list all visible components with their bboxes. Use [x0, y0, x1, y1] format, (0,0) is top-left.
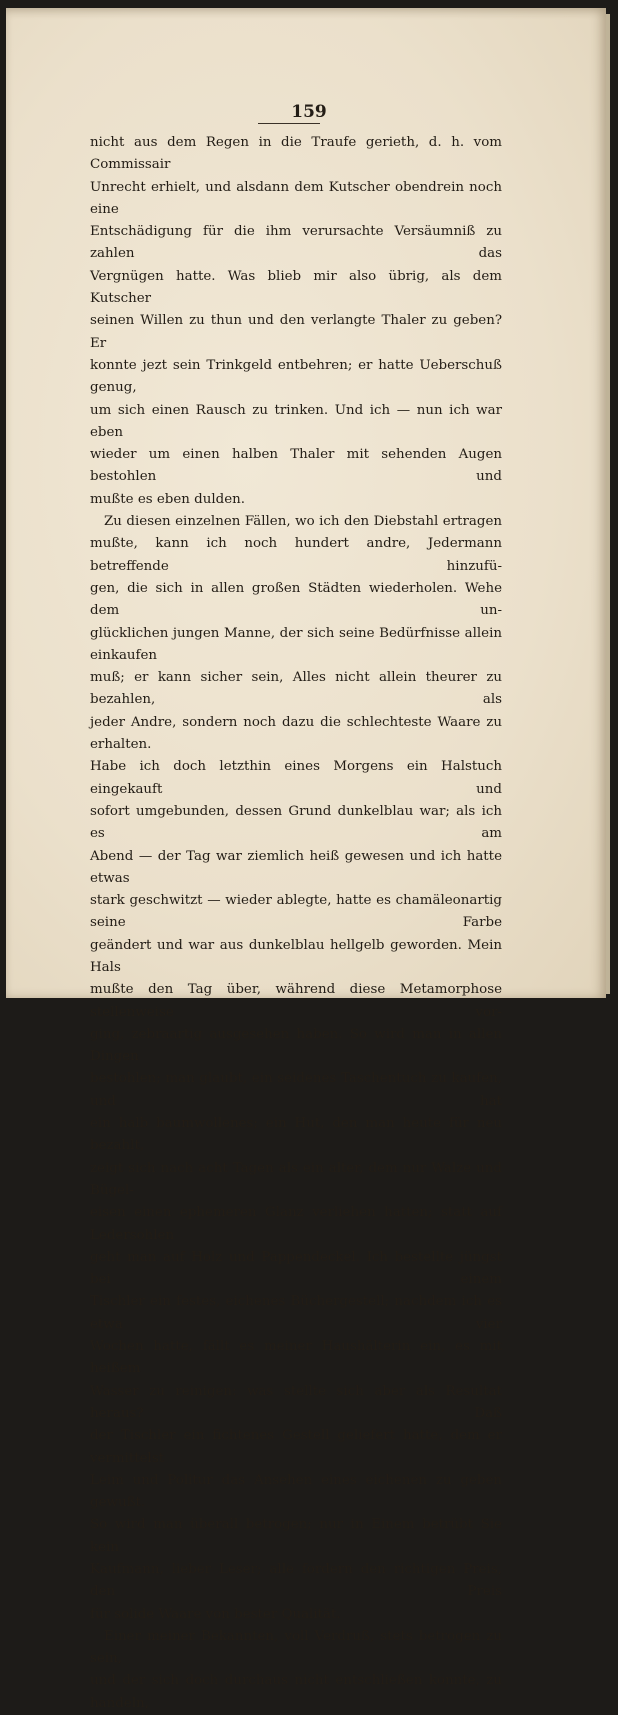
text-line: geht man auf Holz und Pappendeckel. Ich bestellte jüngst bei einem — [90, 1249, 502, 1288]
text-line: und der sich doch durchaus nicht entschließen konnte, zu handeln, — [90, 1673, 502, 1711]
page-number-rule — [258, 123, 320, 124]
body-text — [90, 132, 502, 1715]
text-line: mußte es eben dulden. — [90, 491, 246, 507]
text-line: Einer meiner Bekannten, voll Verdruß, stets betrogen zu sein, — [90, 1628, 502, 1667]
text-line: Kaufmann, lieber Leser; alle fordern den richtigen Preis, den Preis — [90, 1562, 502, 1600]
text-line: Entschädigung für die ihm verursachte Versäumniß zu zahlen das — [90, 224, 502, 262]
text-line: ein halb baumwollenes; ein Hut, den man heute für neu bezahlt, — [90, 1116, 502, 1154]
text-line: glücklichen jungen Manne, der sich seine Bedürfnisse allein einkaufen — [90, 625, 502, 663]
text-line: nicht aus dem Regen in die Traufe gerieth, d. h. vom Commissair — [90, 135, 502, 173]
text-line: der Tischler ein fichtenes Gestell geliefert hatte, dem er vermittelst — [90, 1428, 502, 1466]
text-line: wieder um einen halben Thaler mit sehenden Augen bestohlen und — [90, 447, 502, 485]
text-line: muß; er kann sicher sein, Alles nicht allein theurer zu bezahlen, als — [90, 670, 502, 708]
text-line: Unrecht erhielt, und alsdann dem Kutscher obendrein noch eine — [90, 179, 502, 217]
text-line: seinen Willen zu thun und den verlangte Thaler zu geben? Er — [90, 313, 502, 351]
text-line: Zu diesen einzelnen Fällen, wo ich den Diebstahl ertragen — [104, 514, 502, 530]
paragraph — [90, 1626, 502, 1715]
paragraph — [90, 511, 502, 1626]
text-line: mußte den Tag über, während diese Metamorphose stellenweise vor- — [90, 982, 502, 1020]
text-line: bestohlen; man glaubt, ein seidenes Taschentuch zu kaufen, und hat — [90, 1071, 502, 1109]
text-line: gen, die sich in allen großen Städten wiederholen. Wehe dem un- — [90, 580, 502, 619]
text-line: um sich einen Rausch zu trinken. Und ich — nun ich war eben — [90, 402, 502, 440]
text-line: geändert und war aus dunkelblau hellgelb geworden. Mein Hals — [90, 937, 502, 975]
text-line: ging, zebraartig ausgesehen haben. So wird man in allen Dingen — [90, 1026, 502, 1065]
text-line: Leim und Politur das Ansehen eines eichenen zu geben gewußt. — [90, 1472, 502, 1511]
page-edge — [606, 14, 610, 994]
text-line: mußte, kann ich noch hundert andre, Jedermann betreffende hinzufü- — [90, 536, 502, 574]
paragraph — [90, 132, 502, 511]
text-line: Abend — der Tag war ziemlich heiß gewesen und ich hatte etwas — [90, 848, 502, 886]
text-line: jeder Andre, sondern noch dazu die schlechteste Waare zu erhalten. — [90, 714, 502, 753]
text-line: So wird man überall betrogen; nur in Einem betrübt Sie kein — [90, 1517, 502, 1555]
text-line: konnte jezt sein Trinkgeld entbehren; er hatte Ueberschuß genug, — [90, 357, 502, 396]
text-line: sofort umgebunden, dessen Grund dunkelblau war; als ich es am — [90, 803, 502, 842]
text-line: zeigt sich nach acht Tagen als ein alter, dem nur Walze und Bügel- — [90, 1160, 502, 1198]
text-line: Tischler ein festes, eichenes Büchergestell; nachdem ich es etwa vier — [90, 1294, 502, 1332]
text-line: stark geschwitzt — wieder ablegte, hatte es chamäleonartig seine Farbe — [90, 893, 502, 931]
text-line: eisen einen ephemeren Glanz verliehen hatten; statt auf Ledersohlen — [90, 1205, 502, 1243]
text-line: Vergnügen hatte. Was blieb mir also übrig, als dem Kutscher — [90, 268, 502, 307]
text-line: für solide Waare von bester Qualität. — [90, 1606, 341, 1622]
text-line: Habe ich doch letzthin eines Morgens ein Halstuch eingekauft und — [90, 759, 502, 797]
text-line: Wasser zu reinigen: was stellte sich aber als Resultat heraus? Daß — [90, 1383, 502, 1421]
page-number: 159 — [291, 102, 327, 122]
text-line: Wochen hatte, fällt es meiner Haushälterin ein, es mit heißem — [90, 1339, 502, 1377]
